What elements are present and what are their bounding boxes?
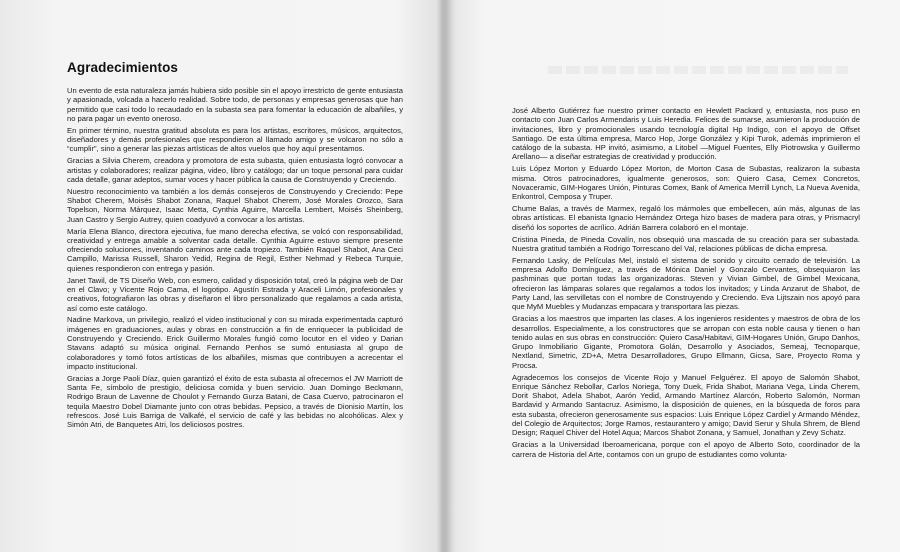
paragraph: Gracias a la Universidad Iberoamericana, porque con el apoyo de Alberto Soto, coordinador de la carrera de Historia del Arte, contamos con un grupo de estudiantes como volunta-: [512, 440, 860, 459]
left-page: [0, 0, 444, 552]
paragraph: José Alberto Gutiérrez fue nuestro primer contacto en Hewlett Packard y, entusiasta, nos puso en contacto con Juan Carlos Armendaris y Luis Heredia. Felices de sumarse, asumieron la producción de invitaciones, libro y promocionales usando tecnología digital Hp Indigo, con el apoyo de Offset Santiago. De esta última empresa, Marco Hop, Jorge González y Kipi Turok, además imprimieron el catálogo de la subasta. HP invitó, asimismo, a Litobel —Miguel Fuentes, Elly Piotrowska y Guillermo Arellano— a diseñar estrategias de creatividad y producción.: [512, 106, 860, 162]
paragraph: Gracias a Silvia Cherem, creadora y promotora de esta subasta, quien entusiasta logró convocar a artistas y colaboradores; realizar página, video, libro y catálogo; dar un toque personal para cuidar cada detalle, ganar adeptos, sumar voces y hacer pública la causa de Construyendo y Creciendo.: [67, 156, 403, 184]
right-page: [452, 0, 900, 552]
paragraph: En primer término, nuestra gratitud absoluta es para los artistas, escritores, músicos, arquitectos, diseñadores y demás profesionales que respondieron al llamado amigo y se volcaron no sólo a “cumplir”, sino a generar las piezas artísticas de altos vuelos que hoy aquí presentamos.: [67, 125, 403, 154]
paragraph: Nuestro reconocimiento va también a los demás consejeros de Construyendo y Creciendo: Pepe Shabot Cherem, Moisés Shabot Zonana, Raquel Shabot Cherem, José Morales Orozco, Sara Topelson, Norma Márquez, Isaac Metta, Cynthia Aguirre, Marcella Lembert, Moisés Sheinberg, Juan Castro y Sergio Autrey, quien coadyuvó a convocar a los artistas.: [67, 186, 403, 224]
paragraph: Fernando Lasky, de Películas Mel, instaló el sistema de sonido y circuito cerrado de televisión. La empresa Adolfo Domínguez, a través de Mónica Daniel y Gonzalo Cervantes, obsequiaron las pashminas que portan todas las organizadoras. Steven y Vivian Gimbel, de Gimbel Mexicana, ofrecieron las lámparas solares que regalamos a todos los invitados; y Linda Anzarut de Shabot, de Party Land, las servilletas con el nombre de Construyendo y Creciendo. Eva Lijtszain nos apoyó para que MyM Muebles y Mudanzas empacara y transportara las piezas.: [512, 255, 860, 312]
paragraph: Cristina Pineda, de Pineda Covalín, nos obsequió una mascada de su creación para ser subastada. Nuestra gratitud también a Rodrigo Torrescano del Val, relaciones públicas de dicha empresa.: [512, 234, 860, 253]
paragraph: Un evento de esta naturaleza jamás hubiera sido posible sin el apoyo irrestricto de gente entusiasta y apasionada, volcada a hacerlo realidad. Sobre todo, de personas y empresas generosas que han permitido que casi todo lo recaudado en la subasta sea para fomentar la educación de albañiles, y no para pagar un evento oneroso.: [67, 86, 403, 123]
paragraph: María Elena Blanco, directora ejecutiva, fue mano derecha efectiva, se volcó con responsabilidad, creatividad y entrega amable a solventar cada detalle. Cynthia Aguirre estuvo siempre presente ofreciendo soluciones, inventando caminos ante cada tropiezo. También Raquel Shabot, Ana Ceci Campillo, Marissa Russell, Sharon Yedid, Regina de Regil, Esther Nehmad y Rebeca Turquie, quienes respondieron con entrega y pasión.: [67, 226, 403, 273]
show-through-text: [548, 66, 848, 74]
paragraph: Agradecemos los consejos de Vicente Rojo y Manuel Felguérez. El apoyo de Salomón Shabot, Enrique Sánchez Rebollar, Carlos Noriega, Tony Duek, Frida Shabot, Mariana Vega, Linda Cherem, Dorit Shabot, Adela Shabot, Aarón Yedid, Armando Martínez Alarcón, Roberto Salomón, Norman Bardavid y Armando Santacruz. Asimismo, la disposición de quienes, en la búsqueda de foros para esta subasta, ofrecieron generosamente sus espacios: Luis Enrique López Cardiel y Armando Méndez, del Colegio de Arquitectos; Jorge Ramos, restaurantero y amigo; David Serur y Shula Shrem, de Blend Design; Raquel Chiver del Hotel Aqua; Marcos Shabot Zonana, y Samuel, Jonathan y Zevy Schatz.: [512, 372, 860, 438]
paragraph: Chume Balas, a través de Marmex, regaló los mármoles que embellecen, aún más, algunas de las obras artísticas. El ebanista Ignacio Hernández Ortega hizo bases de madera para otras, y Prismacryl diseñó los soportes de acrílico. Adrián Barrera colaboró en el montaje.: [512, 204, 860, 232]
paragraph: Gracias a Jorge Paoli Díaz, quien garantizó el éxito de esta subasta al ofrecernos el JW Marriott de Santa Fe, símbolo de prestigio, deliciosa comida y buen servicio. Juan Domingo Beckmann, Rodrigo Braun de Lavenne de Choulot y Fernando Gurza Batani, de Casa Cuervo, patrocinaron el tequila Maestro Dobel Diamante junto con otras bebidas. Pepsico, a través de Dionisio Martín, los refrescos. José Luis Barriga de Valkafé, el servicio de café y las bebidas no alcohólicas. Alex y Simón Atri, de Banquetes Atri, los deliciosos postres.: [67, 373, 403, 430]
paragraph: Nadine Markova, un privilegio, realizó el video institucional y con su mirada experimentada capturó imágenes en graduaciones, aulas y obras en construcción a fin de enriquecer la publicidad de Construyendo y Creciendo. Erick Guillermo Morales fungió como locutor en el video y Darian Stavans adaptó su música original. Fernando Penhos se sumó entusiasta al grupo de colaboradores y tomó fotos artísticas de los albañiles, mismas que contribuyen a acrecentar el impacto institucional.: [67, 315, 403, 371]
left-text-column: [67, 86, 403, 432]
paragraph: Gracias a los maestros que imparten las clases. A los ingenieros residentes y maestros de obra de los desarrollos. Especialmente, a los constructores que se arropan con esta noble causa y tienen o han tenido aulas en sus obras en construcción: Quiero Casa/Habitavi, GIM-Hogares Unión, Grupo Danhos, Grupo Inmobiliario Gigante, Promotora Golán, Desarrollo y Asociados, Semeaj, Tecnoparque, Nextland, Simetric, ZD+A, Metra Desarrolladores, Grupo Ellmann, Gicsa, Sare, Proyecto Roma y Procsa.: [512, 314, 860, 370]
right-text-column: [512, 106, 860, 461]
page-title: Agradecimientos: [67, 60, 179, 75]
paragraph: Luis López Morton y Eduardo López Morton, de Morton Casa de Subastas, realizaron la subasta misma. Otros patrocinadores, igualmente generosos, son: Quiero Casa, Cemex Concretos, Novaceramic, GIM-Hogares Unión, Pinturas Comex, Bank of America Merrill Lynch, La Nueva Avenida, Enkontrol, Cemposa y Truper.: [512, 164, 860, 202]
paragraph: Janet Tawil, de TS Diseño Web, con esmero, calidad y disposición total, creó la página web de Dar en el Clavo; y Vicente Rojo Cama, el logotipo. Agustín Estrada y Araceli Limón, profesionales y creativos, fotografiaron las obras y diseñaron el libro personalizado que regalamos a cada artista, así como este catálogo.: [67, 275, 403, 313]
